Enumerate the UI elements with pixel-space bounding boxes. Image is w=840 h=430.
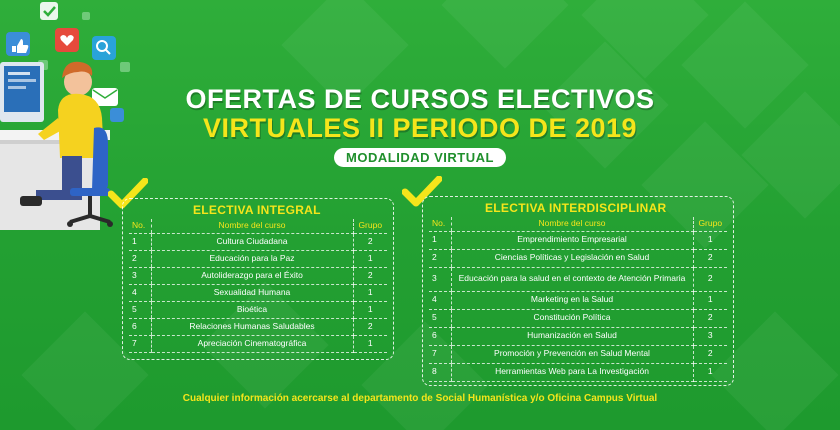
page-title: OFERTAS DE CURSOS ELECTIVOS <box>185 84 655 114</box>
column-header-group: Grupo <box>693 217 727 231</box>
page-subtitle: VIRTUALES II PERIODO DE 2019 <box>202 113 638 143</box>
cell-name: Relaciones Humanas Saludables <box>151 318 353 335</box>
heart-icon <box>55 28 79 52</box>
column-header-name: Nombre del curso <box>151 219 353 233</box>
electiva-integral-title: ELECTIVA INTEGRAL <box>193 203 321 217</box>
cell-num: 6 <box>129 318 151 335</box>
cell-name: Sexualidad Humana <box>151 284 353 301</box>
cell-group: 2 <box>353 318 387 335</box>
table-row <box>129 301 387 318</box>
cell-group: 1 <box>353 335 387 352</box>
cell-name: Cultura Ciudadana <box>151 233 353 250</box>
table-row <box>429 327 727 345</box>
cell-name: Educación para la salud en el contexto de Atención Primaria <box>451 267 693 291</box>
cell-group: 2 <box>693 267 727 291</box>
electiva-interdisciplinar-table <box>429 217 727 382</box>
search-icon <box>92 36 116 60</box>
cell-name: Emprendimiento Empresarial <box>451 231 693 249</box>
cell-name: Constitución Política <box>451 309 693 327</box>
table-row <box>429 309 727 327</box>
cell-name: Ciencias Políticas y Legislación en Salud <box>451 249 693 267</box>
cell-group: 1 <box>693 231 727 249</box>
table-row <box>129 335 387 352</box>
cell-name: Educación para la Paz <box>151 250 353 267</box>
cell-num: 3 <box>429 267 451 291</box>
cell-num: 7 <box>129 335 151 352</box>
cell-num: 4 <box>429 291 451 309</box>
table-row <box>429 345 727 363</box>
cell-num: 8 <box>429 363 451 381</box>
cell-group: 2 <box>693 309 727 327</box>
cell-group: 1 <box>693 363 727 381</box>
table-row <box>129 284 387 301</box>
electiva-integral-panel <box>122 198 394 360</box>
checkmark-icon <box>40 2 58 20</box>
column-header-num: No. <box>429 217 451 231</box>
table-row <box>429 231 727 249</box>
table-row <box>129 267 387 284</box>
cell-num: 2 <box>429 249 451 267</box>
cell-num: 5 <box>429 309 451 327</box>
cell-num: 1 <box>429 231 451 249</box>
cell-group: 2 <box>693 249 727 267</box>
column-header-num: No. <box>129 219 151 233</box>
cell-group: 2 <box>353 233 387 250</box>
monitor-icon <box>0 62 44 122</box>
cell-num: 7 <box>429 345 451 363</box>
cell-num: 6 <box>429 327 451 345</box>
cell-num: 2 <box>129 250 151 267</box>
modality-badge: MODALIDAD VIRTUAL <box>334 148 506 167</box>
cell-name: Bioética <box>151 301 353 318</box>
column-header-group: Grupo <box>353 219 387 233</box>
footer-note: Cualquier información acercarse al departamento de Social Humanística y/o Oficina Campus Virtual <box>182 393 658 404</box>
electiva-interdisciplinar-title: ELECTIVA INTERDISCIPLINAR <box>485 201 667 215</box>
column-header-name: Nombre del curso <box>451 217 693 231</box>
cell-num: 1 <box>129 233 151 250</box>
electiva-integral-table <box>129 219 387 353</box>
table-row <box>129 233 387 250</box>
table-row <box>429 267 727 291</box>
electiva-interdisciplinar-panel <box>422 196 734 386</box>
table-row <box>429 249 727 267</box>
table-row <box>429 363 727 381</box>
title-block <box>160 84 680 167</box>
table-header-row <box>429 217 727 231</box>
table-row <box>429 291 727 309</box>
cell-name: Apreciación Cinematográfica <box>151 335 353 352</box>
cell-name: Promoción y Prevención en Salud Mental <box>451 345 693 363</box>
cell-group: 1 <box>353 284 387 301</box>
cell-group: 1 <box>353 301 387 318</box>
thumbs-up-icon <box>6 32 30 56</box>
cell-num: 5 <box>129 301 151 318</box>
cell-group: 2 <box>693 345 727 363</box>
cell-group: 1 <box>693 291 727 309</box>
cell-num: 4 <box>129 284 151 301</box>
cell-name: Herramientas Web para La Investigación <box>451 363 693 381</box>
cell-name: Humanización en Salud <box>451 327 693 345</box>
cell-num: 3 <box>129 267 151 284</box>
table-row <box>129 250 387 267</box>
table-header-row <box>129 219 387 233</box>
table-row <box>129 318 387 335</box>
cell-group: 2 <box>353 267 387 284</box>
cell-name: Autoliderazgo para el Éxito <box>151 267 353 284</box>
cell-group: 1 <box>353 250 387 267</box>
cell-group: 3 <box>693 327 727 345</box>
cell-name: Marketing en la Salud <box>451 291 693 309</box>
